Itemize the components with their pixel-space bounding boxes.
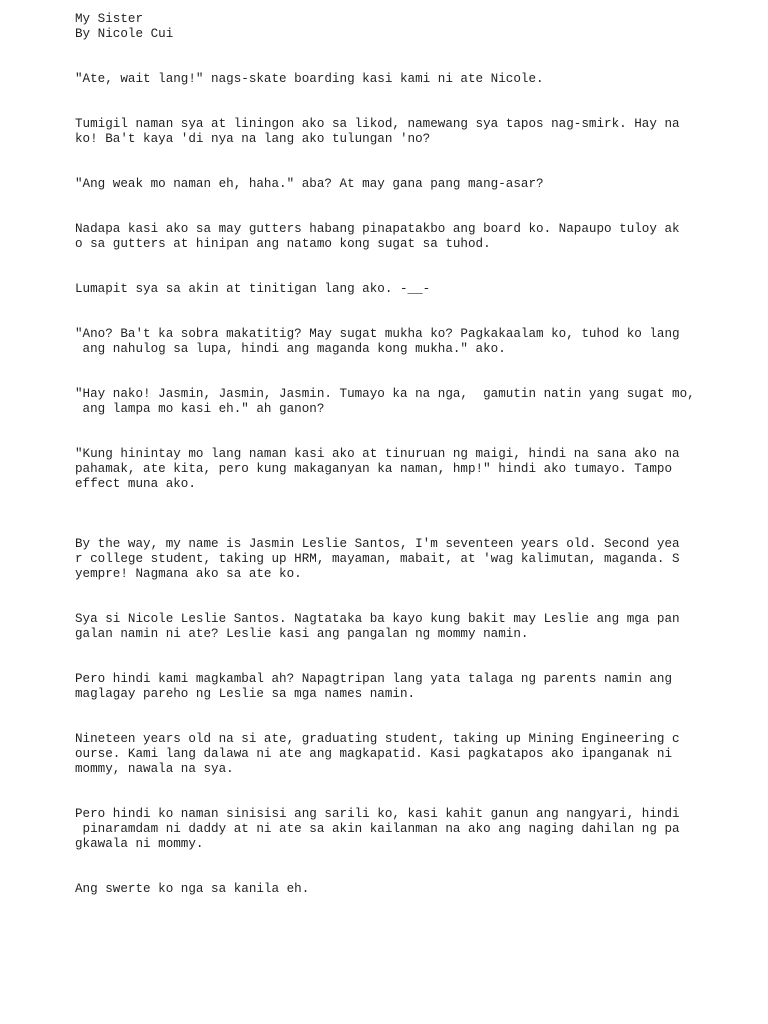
paragraph-line: effect muna ako. bbox=[75, 477, 196, 491]
paragraph-line: pinaramdam ni daddy at ni ate sa akin kailanman na ako ang naging dahilan ng pa bbox=[75, 822, 680, 836]
document-title: My Sister bbox=[75, 12, 144, 26]
paragraph-line: "Ate, wait lang!" nags-skate boarding kasi kami ni ate Nicole. bbox=[75, 72, 544, 86]
document-page bbox=[75, 12, 715, 927]
paragraph bbox=[75, 612, 715, 642]
paragraph-line: ang nahulog sa lupa, hindi ang maganda kong mukha." ako. bbox=[75, 342, 506, 356]
paragraph-line: maglagay pareho ng Leslie sa mga names namin. bbox=[75, 687, 416, 701]
paragraph-line: "Kung hinintay mo lang naman kasi ako at tinuruan ng maigi, hindi na sana ako na bbox=[75, 447, 680, 461]
paragraph-line: By the way, my name is Jasmin Leslie Santos, I'm seventeen years old. Second yea bbox=[75, 537, 680, 551]
paragraph-line: Tumigil naman sya at liningon ako sa likod, namewang sya tapos nag-smirk. Hay na bbox=[75, 117, 680, 131]
paragraph bbox=[75, 177, 715, 192]
paragraph-line: gkawala ni mommy. bbox=[75, 837, 204, 851]
paragraph bbox=[75, 72, 715, 87]
paragraph-line: galan namin ni ate? Leslie kasi ang pangalan ng mommy namin. bbox=[75, 627, 529, 641]
paragraph-line: yempre! Nagmana ako sa ate ko. bbox=[75, 567, 302, 581]
paragraph-line: "Hay nako! Jasmin, Jasmin, Jasmin. Tumayo ka na nga, gamutin natin yang sugat mo, bbox=[75, 387, 695, 401]
paragraph bbox=[75, 222, 715, 252]
paragraph-line: mommy, nawala na sya. bbox=[75, 762, 234, 776]
paragraph bbox=[75, 387, 715, 417]
paragraph-line: "Ang weak mo naman eh, haha." aba? At may gana pang mang-asar? bbox=[75, 177, 544, 191]
paragraph-line: Sya si Nicole Leslie Santos. Nagtataka ba kayo kung bakit may Leslie ang mga pan bbox=[75, 612, 680, 626]
document-byline: By Nicole Cui bbox=[75, 27, 174, 41]
paragraph bbox=[75, 447, 715, 492]
paragraph bbox=[75, 537, 715, 582]
paragraph-line: ko! Ba't kaya 'di nya na lang ako tulungan 'no? bbox=[75, 132, 431, 146]
paragraph-line: Ang swerte ko nga sa kanila eh. bbox=[75, 882, 310, 896]
paragraph bbox=[75, 327, 715, 357]
paragraph-line: pahamak, ate kita, pero kung makaganyan ka naman, hmp!" hindi ako tumayo. Tampo bbox=[75, 462, 673, 476]
paragraph-line: Pero hindi kami magkambal ah? Napagtripan lang yata talaga ng parents namin ang bbox=[75, 672, 673, 686]
paragraph-line: Nadapa kasi ako sa may gutters habang pinapatakbo ang board ko. Napaupo tuloy ak bbox=[75, 222, 680, 236]
paragraph bbox=[75, 282, 715, 297]
paragraph bbox=[75, 672, 715, 702]
paragraph-line: r college student, taking up HRM, mayaman, mabait, at 'wag kalimutan, maganda. S bbox=[75, 552, 680, 566]
paragraph-line: Nineteen years old na si ate, graduating student, taking up Mining Engineering c bbox=[75, 732, 680, 746]
paragraph-line: o sa gutters at hinipan ang natamo kong sugat sa tuhod. bbox=[75, 237, 491, 251]
paragraph-line: "Ano? Ba't ka sobra makatitig? May sugat mukha ko? Pagkakaalam ko, tuhod ko lang bbox=[75, 327, 680, 341]
paragraph-line: Pero hindi ko naman sinisisi ang sarili ko, kasi kahit ganun ang nangyari, hindi bbox=[75, 807, 680, 821]
document-header bbox=[75, 12, 715, 42]
paragraph bbox=[75, 117, 715, 147]
paragraph bbox=[75, 882, 715, 897]
paragraph-line: ang lampa mo kasi eh." ah ganon? bbox=[75, 402, 325, 416]
paragraph bbox=[75, 807, 715, 852]
paragraph bbox=[75, 732, 715, 777]
paragraph-line: ourse. Kami lang dalawa ni ate ang magkapatid. Kasi pagkatapos ako ipanganak ni bbox=[75, 747, 673, 761]
paragraph-line: Lumapit sya sa akin at tinitigan lang ako. -__- bbox=[75, 282, 431, 296]
